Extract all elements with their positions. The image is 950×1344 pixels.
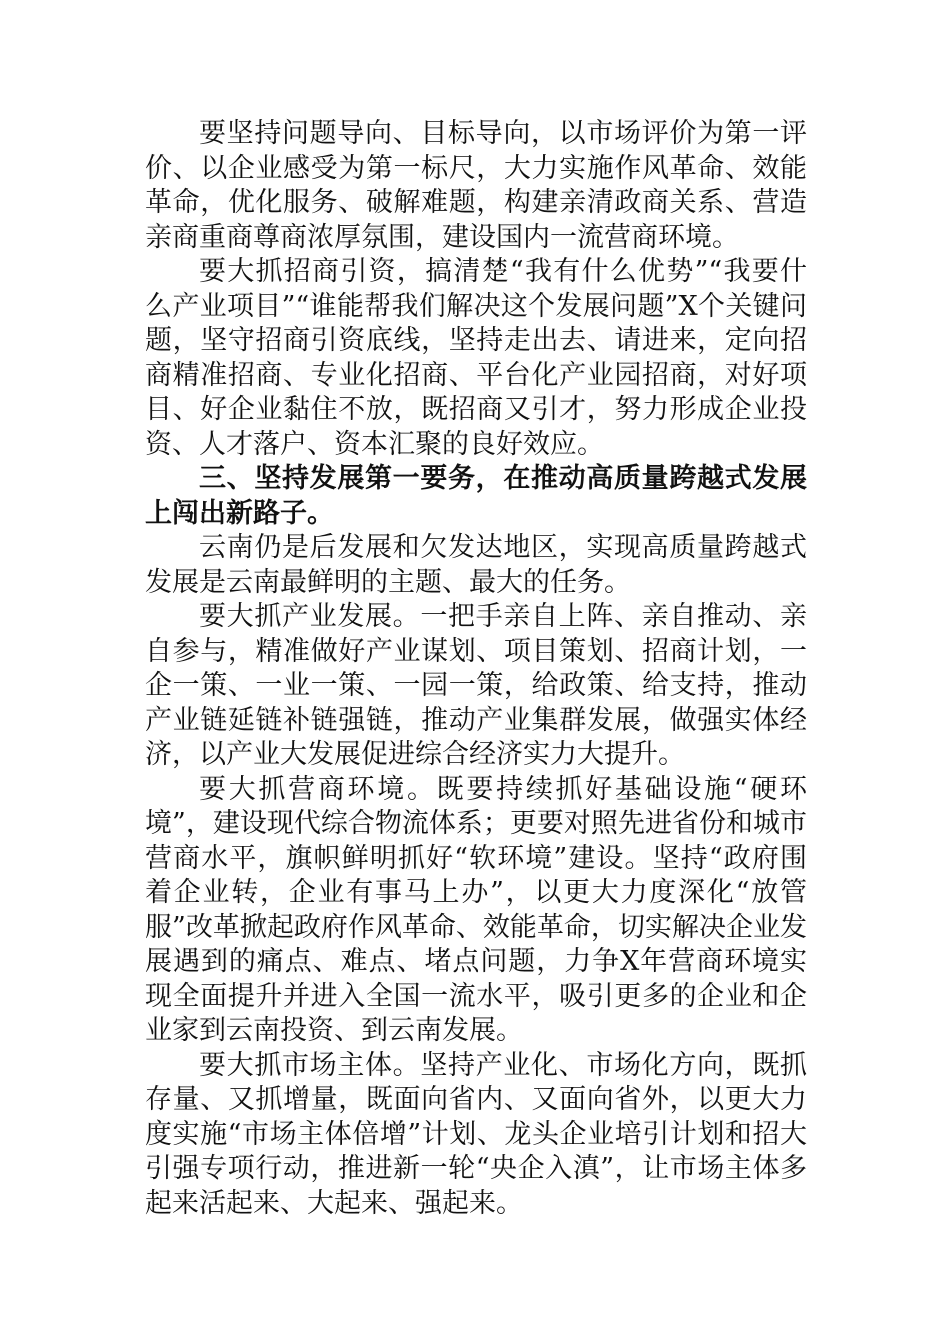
- paragraph-industry-development: 要大抓产业发展。一把手亲自上阵、亲自推动、亲自参与，精准做好产业谋划、项目策划、招商计划，一企一策、一业一策、一园一策，给政策、给支持，推动产业链延链补链强链，推动产业集群发展，做强实体经济，以产业大发展促进综合经济实力大提升。: [145, 601, 807, 770]
- paragraph-investment-attraction: 要大抓招商引资，搞清楚“我有什么优势”“我要什么产业项目”“谁能帮我们解决这个发展问题”X个关键问题，坚守招商引资底线，坚持走出去、请进来，定向招商精准招商、专业化招商、平台化产业园招商，对好项目、好企业黏住不放，既招商又引才，努力形成企业投资、人才落户、资本汇聚的良好效应。: [145, 256, 807, 460]
- document-body: [145, 117, 807, 1221]
- section-heading-three: 三、坚持发展第一要务，在推动高质量跨越式发展上闯出新路子。: [145, 463, 807, 529]
- paragraph-yunnan-development: 云南仍是后发展和欠发达地区，实现高质量跨越式发展是云南最鲜明的主题、最大的任务。: [145, 532, 807, 598]
- paragraph-business-climate: 要大抓营商环境。既要持续抓好基础设施“硬环境”，建设现代综合物流体系；更要对照先进省份和城市营商水平，旗帜鲜明抓好“软环境”建设。坚持“政府围着企业转，企业有事马上办”，以更大力度深化“放管服”改革掀起政府作风革命、效能革命，切实解决企业发展遇到的痛点、难点、堵点问题，力争X年营商环境实现全面提升并进入全国一流水平，吸引更多的企业和企业家到云南投资、到云南发展。: [145, 773, 807, 1046]
- paragraph-business-environment: 要坚持问题导向、目标导向，以市场评价为第一评价、以企业感受为第一标尺，大力实施作风革命、效能革命，优化服务、破解难题，构建亲清政商关系、营造亲商重商尊商浓厚氛围，建设国内一流营商环境。: [145, 118, 807, 253]
- paragraph-market-entities: 要大抓市场主体。坚持产业化、市场化方向，既抓存量、又抓增量，既面向省内、又面向省外，以更大力度实施“市场主体倍增”计划、龙头企业培引计划和招大引强专项行动，推进新一轮“央企入滇”，让市场主体多起来活起来、大起来、强起来。: [145, 1049, 807, 1219]
